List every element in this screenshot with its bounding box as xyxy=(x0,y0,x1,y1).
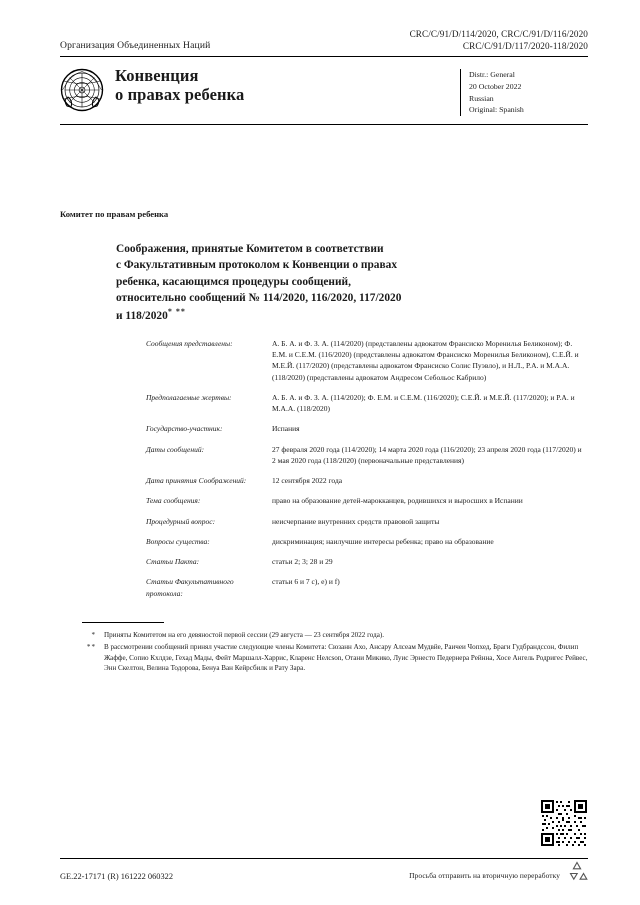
qr-code-icon xyxy=(540,799,588,847)
meta-label: Статьи Факультативного протокола: xyxy=(146,577,234,598)
meta-value: А. Б. А. и Ф. З. А. (114/2020); Ф. Е.М. и С.Е.М. (116/2020); С.Е.Й. и М.Е.Й. (117/2020); и Р.А. и М.А.А. (118/2020) xyxy=(272,392,575,414)
convention-title-line-2: о правах ребенка xyxy=(115,85,245,105)
meta-value: Испания xyxy=(272,424,300,434)
footnote-mark: ** xyxy=(86,643,96,652)
footnote-mark: * xyxy=(91,630,96,639)
footnote-item xyxy=(82,630,588,640)
document-symbol-line-1: CRC/C/91/D/114/2020, CRC/C/91/D/116/2020 xyxy=(409,29,588,39)
table-row xyxy=(146,423,582,443)
table-row xyxy=(146,444,582,476)
page-footer xyxy=(60,859,588,881)
table-row xyxy=(146,392,582,424)
title-footnote-marks: * ** xyxy=(167,306,186,316)
meta-label: Статьи Пакта: xyxy=(146,557,200,567)
organization-name: Организация Объединенных Наций xyxy=(60,39,211,51)
footnote-text: В рассмотрении сообщений принял участие следующие члены Комитета: Сюзанн Ахо, Ансару Алсеам Мудвйе, Раичеи Чопхед, Браги Гудбрандссон, Филип Жаффе, Сопио Кхлдзе, Гехад Мады, Фейт Маршалл-Харрис, Кларенс Нелсson, Отани Микико, Луис Эрнесто Педернера Рейнна, Хосе Ангель Родригес Рейвес, Энн Скелтон, Велина Тодорова, Бенуа Ван Кейрсбилк и Рату Зара. xyxy=(104,643,588,672)
meta-value: статьи 2; 3; 28 и 29 xyxy=(272,557,333,567)
job-number: GE.22-17171 (R) 161222 060322 xyxy=(60,872,174,881)
title-block xyxy=(60,57,588,116)
case-metadata-table xyxy=(146,338,582,608)
meta-value: статьи 6 и 7 c), e) и f) xyxy=(272,577,340,587)
meta-label: Процедурный вопрос: xyxy=(146,516,216,526)
document-symbol-line-2: CRC/C/91/D/117/2020-118/2020 xyxy=(462,41,588,52)
table-row xyxy=(146,536,582,556)
meta-label: Даты сообщений: xyxy=(146,444,205,454)
meta-value: А. Б. А. и Ф. З. А. (114/2020) (представлены адвокатом Франсиско Моренилья Беликоном); Ф. Е.М. и С.Е.М. (116/2020) (представлены адвокатом Франсиско Моренилья Беликоном), С.Е.Й. и М.Е.Й. (117/2020) (представлены адвокатом Франсиско Солис Пуэвло), и Н.Л., Р.А. и М.А.А. (118/2020) (представлены адвокатом Андресом Себольос Кабрило) xyxy=(272,338,579,382)
meta-value: право на образование детей-марокканцев, родившихся и выросших в Испании xyxy=(272,496,523,506)
footnote-text: Приняты Комитетом на его девяностой первой сессии (29 августа — 23 сентября 2022 года). xyxy=(104,630,385,639)
table-row xyxy=(146,338,582,392)
footnotes xyxy=(82,630,588,673)
meta-label: Государство-участник: xyxy=(146,424,223,434)
table-row xyxy=(146,516,582,536)
page-title xyxy=(116,241,588,324)
distribution-line-1: Distr.: General xyxy=(469,69,515,79)
meta-label: Дата принятия Соображений: xyxy=(146,476,247,486)
meta-label: Вопросы существа: xyxy=(146,536,210,546)
table-row xyxy=(146,495,582,515)
footnote-item xyxy=(82,642,588,673)
meta-value: 27 февраля 2020 года (114/2020); 14 марта 2020 года (116/2020); 23 апреля 2020 года (117/2020) и 2 мая 2020 года (118/2020) (первоначальные представления) xyxy=(272,444,582,465)
meta-value: 12 сентября 2022 года xyxy=(272,476,343,486)
page-title-line-4: относительно сообщений № 114/2020, 116/2020, 117/2020 xyxy=(116,291,402,304)
convention-title-line-1: Конвенция xyxy=(115,65,199,85)
table-row xyxy=(146,576,582,608)
recycle-block xyxy=(409,859,588,881)
footnote-divider xyxy=(82,622,164,623)
table-row xyxy=(146,556,582,576)
distribution-line-4: Original: Spanish xyxy=(469,105,524,115)
meta-label: Сообщения представлены: xyxy=(146,338,233,348)
page-title-line-3: ребенка, касающимся процедуры сообщений, xyxy=(116,275,351,288)
table-row xyxy=(146,475,582,495)
page-title-line-1: Соображения, принятые Комитетом в соответствии xyxy=(116,243,384,256)
un-emblem-icon xyxy=(60,68,104,112)
recycle-icon xyxy=(566,859,588,881)
distribution-line-2: 20 October 2022 xyxy=(469,81,522,91)
convention-title xyxy=(104,66,460,105)
page-title-line-5-text: и 118/2020 xyxy=(116,309,168,322)
meta-value: дискриминация; наилучшие интересы ребенка; право на образование xyxy=(272,536,494,546)
committee-name: Комитет по правам ребенка xyxy=(60,209,169,220)
recycle-note: Просьба отправить на вторичную переработку xyxy=(409,871,560,880)
page-title-line-5 xyxy=(116,306,588,324)
meta-value: неисчерпание внутренних средств правовой защиты xyxy=(272,516,440,526)
page-title-line-2: с Факультативным протоколом к Конвенции о правах xyxy=(116,259,398,272)
meta-label: Предполагаемые жертвы: xyxy=(146,392,232,402)
title-divider xyxy=(60,124,588,125)
distribution-line-3: Russian xyxy=(469,93,494,103)
distribution-box xyxy=(460,69,588,116)
meta-label: Тема сообщения: xyxy=(146,496,201,506)
